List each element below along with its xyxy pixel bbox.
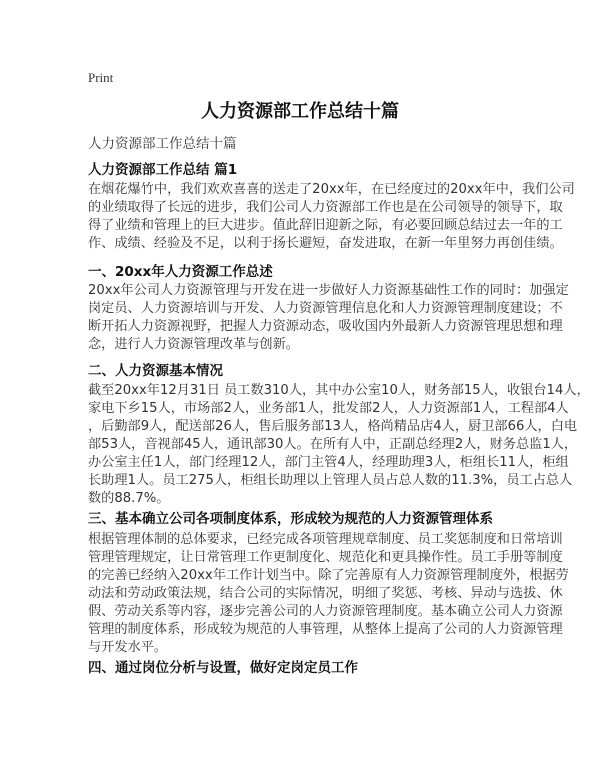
paragraph-line: 家电下乡15人，市场部2人，业务部1人，批发部2人，人力资源部1人，工程部4人 xyxy=(88,401,569,416)
paragraph-line: 的业绩取得了长远的进步，我们公司人力资源部工作也是在公司领导的领导下，取 xyxy=(88,200,563,215)
paragraph-line: 长助理1人。员工275人，柜组长助理以上管理人员占总人数的11.3%，员工占总人 xyxy=(88,473,573,488)
paragraph-line: 办公室主任1人，部门经理12人，部门主管4人，经理助理3人，柜组长11人，柜组 xyxy=(88,455,569,470)
paragraph-line: 根据管理体制的总体要求，已经完成各项管理规章制度、员工奖惩制度和日常培训 xyxy=(88,532,563,547)
paragraph-line: 动法和劳动政策法规，结合公司的实际情况，明细了奖惩、考核、异动与选拔、休 xyxy=(88,586,563,601)
paragraph-line: 在烟花爆竹中，我们欢欢喜喜的送走了20xx年，在已经度过的20xx年中，我们公司 xyxy=(88,182,575,197)
paragraph-line: 20xx年公司人力资源管理与开发在进一步做好人力资源基础性工作的同时：加强定 xyxy=(88,283,569,298)
paragraph-line: 管理管理规定，让日常管理工作更制度化、规范化和更具操作性。员工手册等制度 xyxy=(88,550,563,565)
article-heading: 人力资源部工作总结 篇1 xyxy=(88,162,238,178)
paragraph-line: 截至20xx年12月31日 员工数310人，其中办公室10人，财务部15人，收银台14人， xyxy=(88,383,590,398)
paragraph-line: 假、劳动关系等内容，逐步完善公司的人力资源管理制度。基本确立公司人力资源 xyxy=(88,604,563,619)
document-subtitle: 人力资源部工作总结十篇 xyxy=(88,136,237,152)
intro-paragraph xyxy=(88,181,575,253)
page-title: 人力资源部工作总结十篇 xyxy=(201,101,399,122)
paragraph-line: 断开拓人力资源视野，把握人力资源动态，吸收国内外最新人力资源管理思想和理 xyxy=(88,319,563,334)
paragraph-line: 作、成绩、经验及不足，以利于扬长避短，奋发进取，在新一年里努力再创佳绩。 xyxy=(88,236,563,251)
paragraph-line: 岗定员、人力资源培训与开发、人力资源管理信息化和人力资源管理制度建设；不 xyxy=(88,301,563,316)
paragraph-line: 的完善已经纳入20xx年工作计划当中。除了完善原有人力资源管理制度外，根据劳 xyxy=(88,568,569,583)
paragraph-line: 数的88.7%。 xyxy=(88,491,170,506)
section4-heading: 四、通过岗位分析与设置，做好定岗定员工作 xyxy=(88,660,358,676)
paragraph-line: ，后勤部9人，配送部26人，售后服务部13人，格尚精品店4人，厨卫部66人，白电 xyxy=(88,419,578,434)
paragraph-line: 管理的制度体系，形成较为规范的人事管理，从整体上提高了公司的人力资源管理 xyxy=(88,622,563,637)
section1-paragraph xyxy=(88,282,569,354)
section1-heading: 一、20xx年人力资源工作总述 xyxy=(88,264,273,280)
section2-heading: 二、人力资源基本情况 xyxy=(88,363,223,379)
section3-paragraph xyxy=(88,531,569,657)
section3-heading: 三、基本确立公司各项制度体系，形成较为规范的人力资源管理体系 xyxy=(88,511,493,527)
paragraph-line: 与开发水平。 xyxy=(88,640,168,655)
print-link[interactable]: Print xyxy=(88,70,114,85)
section2-paragraph xyxy=(88,382,590,508)
paragraph-line: 念，进行人力资源管理改革与创新。 xyxy=(88,337,299,352)
paragraph-line: 得了业绩和管理上的巨大进步。值此辞旧迎新之际，有必要回顾总结过去一年的工 xyxy=(88,218,563,233)
paragraph-line: 部53人，音视部45人，通讯部30人。在所有人中，正副总经理2人，财务总监1人， xyxy=(88,437,578,452)
